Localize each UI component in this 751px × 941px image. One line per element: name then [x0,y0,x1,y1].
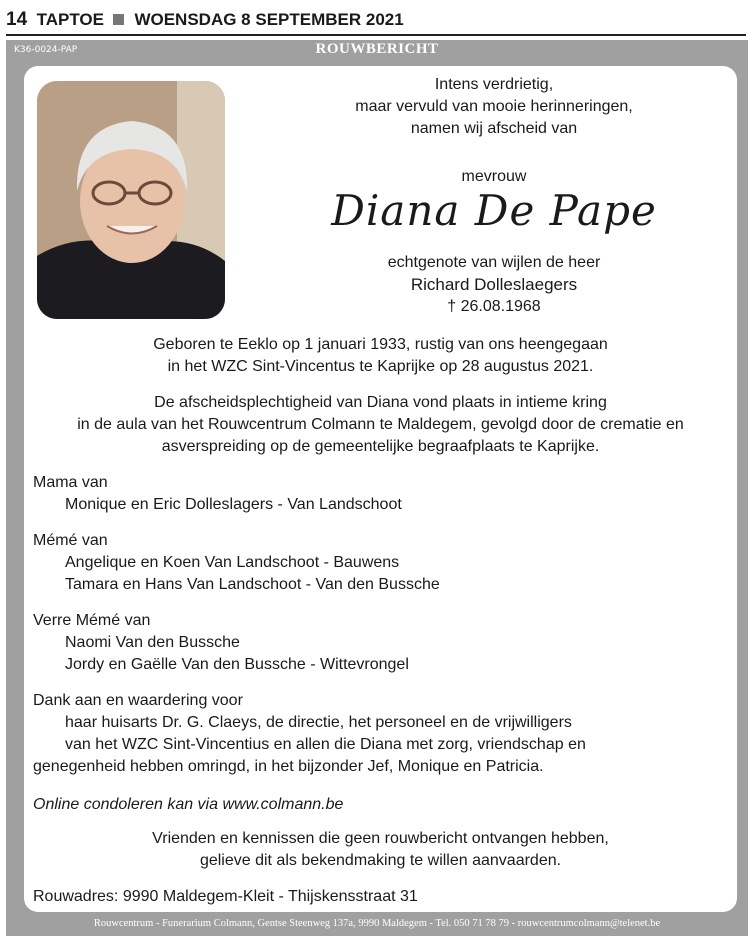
family-name: Naomi Van den Bussche [65,634,240,651]
spouse-death-date: † 26.08.1968 [447,298,541,315]
family-name: Monique en Eric Dolleslagers - Van Landschoot [65,496,402,513]
mourning-address: Rouwadres: 9990 Maldegem-Kleit - Thijskensstraat 31 [33,888,418,905]
portrait-image [37,81,225,319]
family-name: Tamara en Hans Van Landschoot - Van den Bussche [65,576,440,593]
thanks-line-2: van het WZC Sint-Vincentius en allen die Diana met zorg, vriendschap en [65,736,586,753]
family-name: Jordy en Gaëlle Van den Bussche - Wittevrongel [65,656,409,673]
ceremony-line-2: in de aula van het Rouwcentrum Colmann te Maldegem, gevolgd door de crematie en [77,416,684,433]
obituary-card [24,66,737,912]
newspaper-name: TAPTOE [36,10,104,29]
online-condolence: Online condoleren kan via www.colmann.be [33,796,344,813]
honorific: mevrouw [461,168,527,185]
square-bullet-icon [113,14,124,25]
thanks-line-3: genegenheid hebben omringd, in het bijzonder Jef, Monique en Patricia. [33,758,544,775]
family-name: Angelique en Koen Van Landschoot - Bauwens [65,554,400,571]
spouse-name: Richard Dolleslaegers [410,275,578,294]
thanks-label: Dank aan en waardering voor [33,692,243,709]
funeral-home-footer: Rouwcentrum - Funerarium Colmann, Gentse Steenweg 137a, 9990 Maldegem - Tel. 050 71 78 79 - rouwcentrumcolmann@telenet.be [93,918,661,929]
page-header [6,8,746,32]
ceremony-line-1: De afscheidsplechtigheid van Diana vond plaats in intieme kring [154,394,607,411]
notice-line-1: Vrienden en kennissen die geen rouwbericht ontvangen hebben, [152,830,609,847]
intro-line-2: maar vervuld van mooie herinneringen, [355,98,633,115]
born-line-2: in het WZC Sint-Vincentus te Kaprijke op 28 augustus 2021. [167,358,594,375]
ceremony-line-3: asverspreiding op de gemeentelijke begraafplaats te Kaprijke. [161,438,600,455]
family-label-mama: Mama van [33,474,108,491]
notice-line-2: gelieve dit als bekendmaking te willen aanvaarden. [199,852,562,869]
born-line-1: Geboren te Eeklo op 1 januari 1933, rustig van ons heengegaan [153,336,608,353]
intro-line-3: namen wij afscheid van [410,120,578,137]
obituary-ad [6,40,748,936]
page-number: 14 [6,9,28,30]
family-label-meme: Mémé van [33,532,108,549]
ad-heading: ROUWBERICHT [315,41,439,57]
thanks-line-1: haar huisarts Dr. G. Claeys, de directie, het personeel en de vrijwilligers [65,714,572,731]
portrait-photo [37,81,225,319]
ad-code: K36-0024-PAP [14,45,78,55]
header-rule [6,34,746,36]
issue-date: WOENSDAG 8 SEPTEMBER 2021 [134,10,404,29]
family-label-verre-meme: Verre Mémé van [33,612,151,629]
intro-line-1: Intens verdrietig, [434,76,554,93]
deceased-name: Diana De Pape [331,186,657,235]
spouse-intro: echtgenote van wijlen de heer [387,254,601,271]
